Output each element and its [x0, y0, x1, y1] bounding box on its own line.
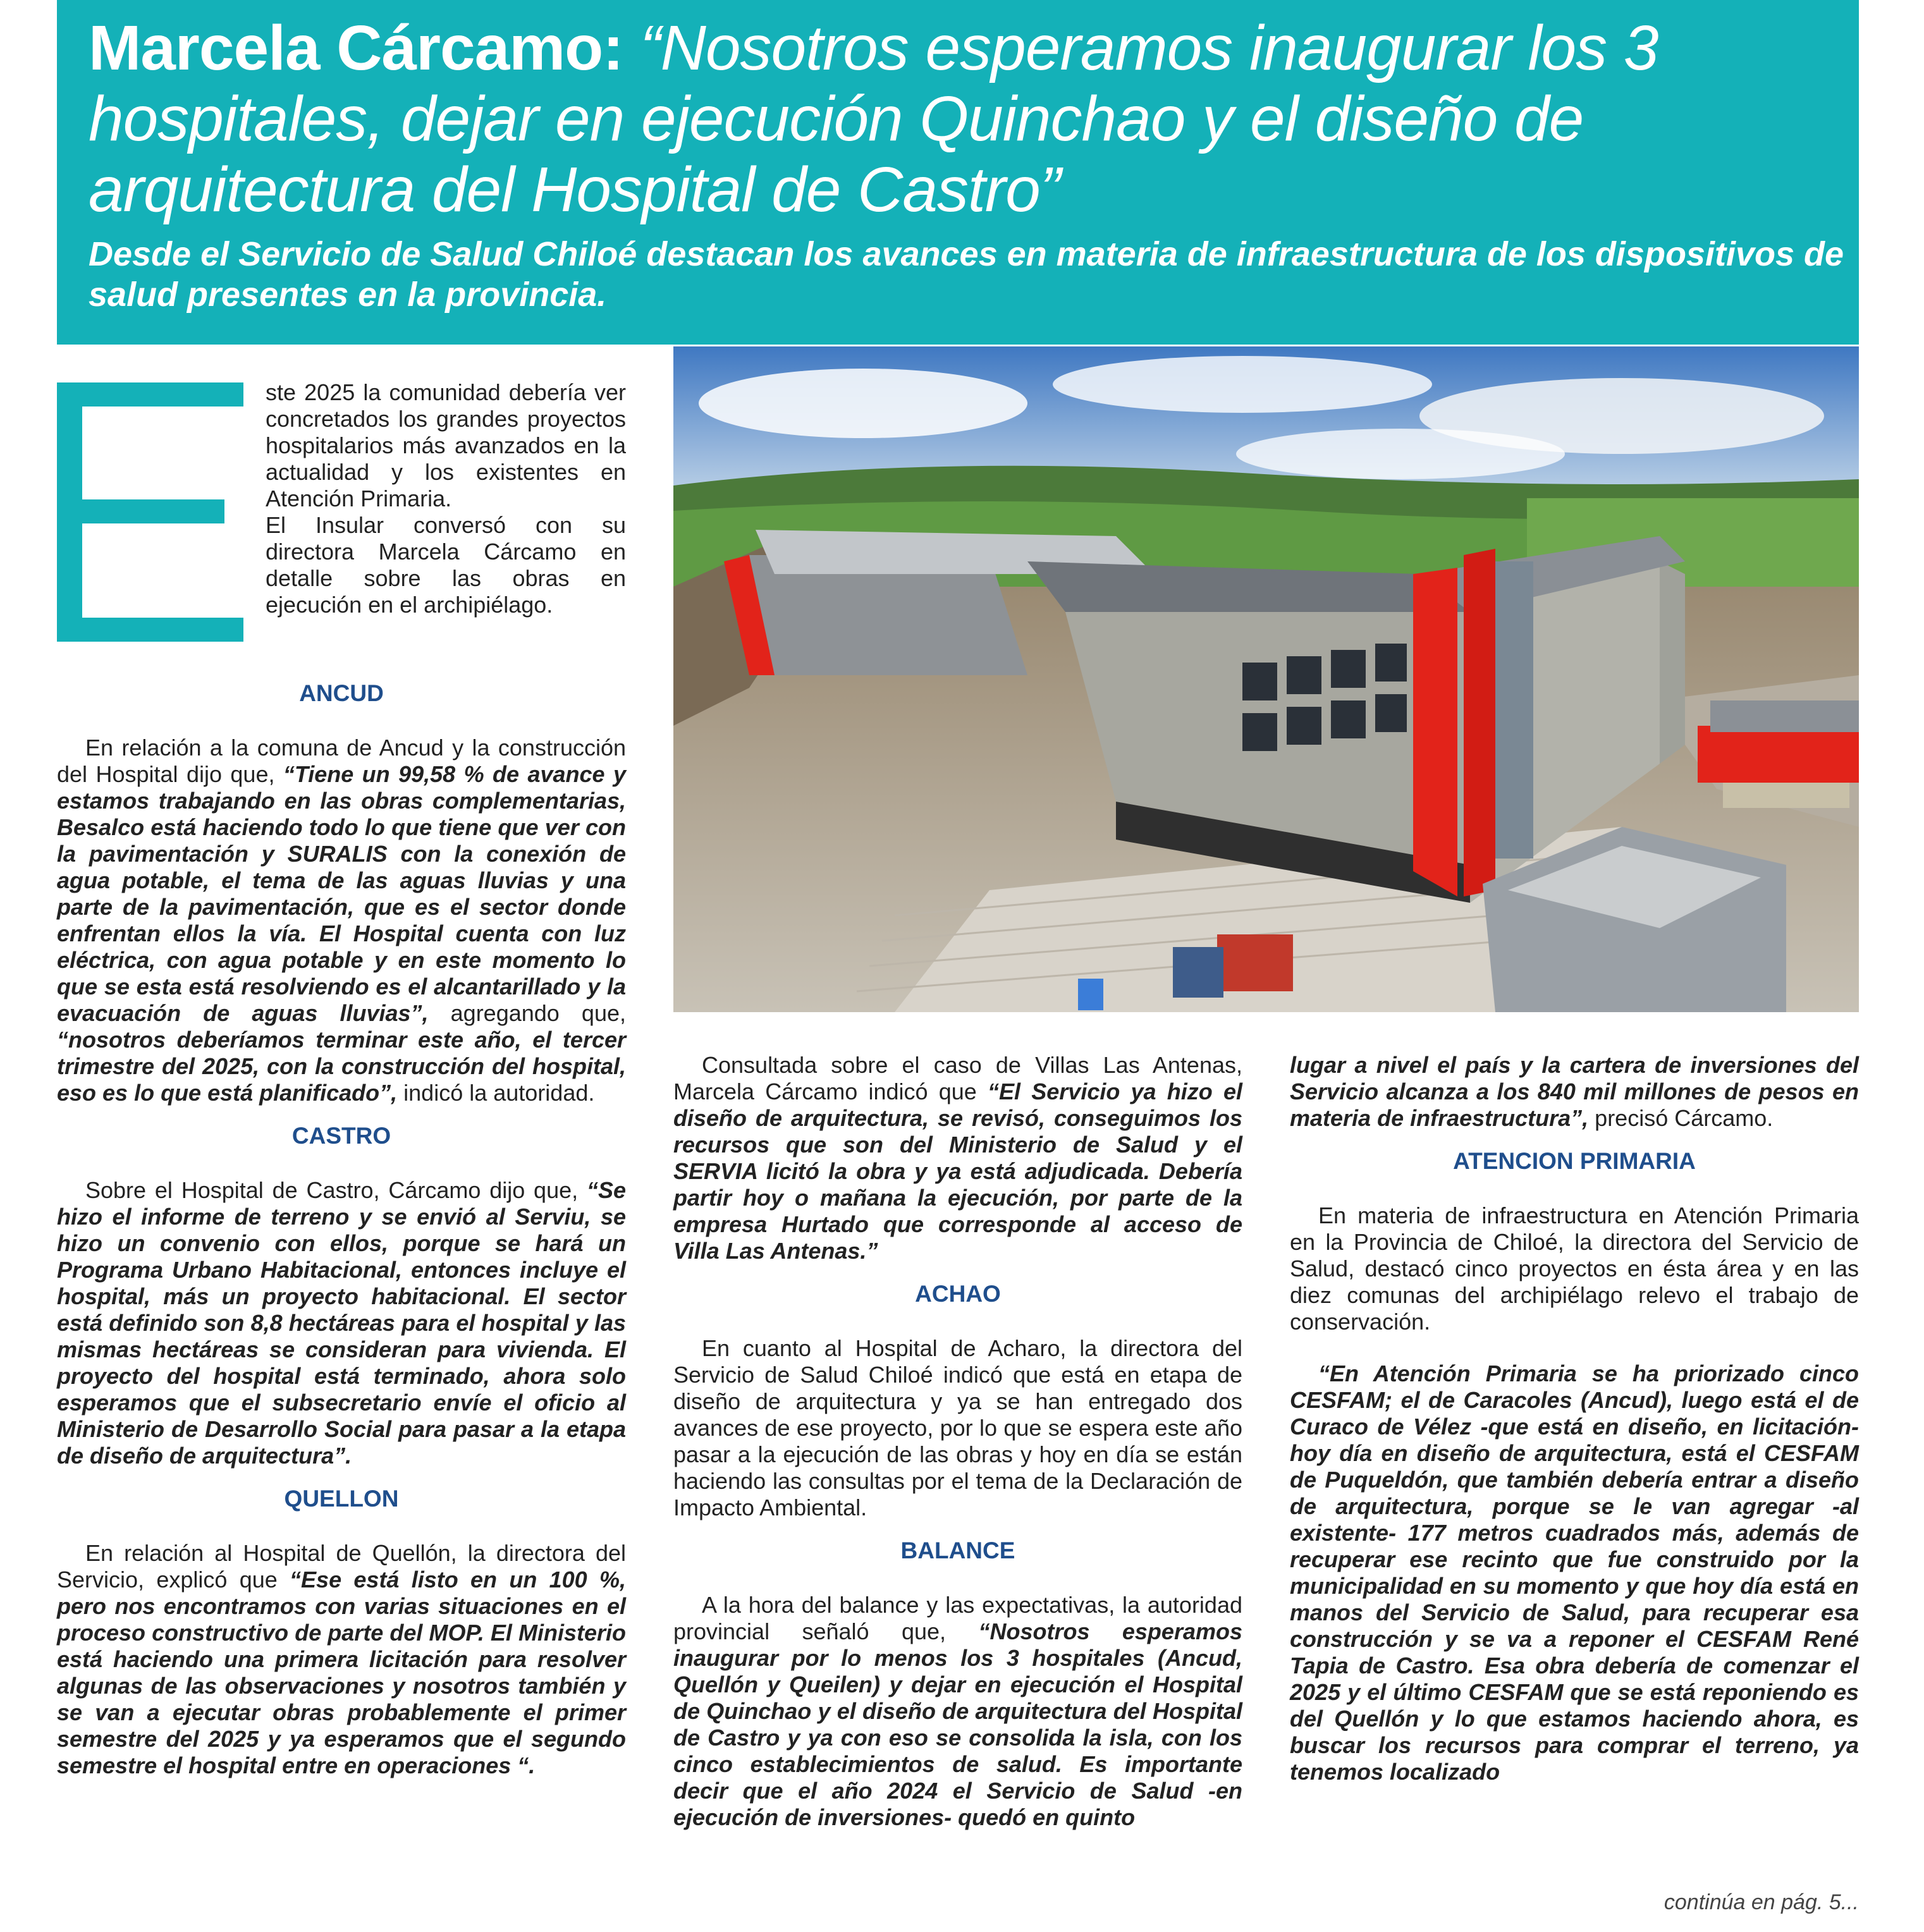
headline-name: Marcela Cárcamo: — [89, 13, 623, 83]
quote: “nosotros deberíamos terminar este año, el tercer trimestre del 2025, con la construcción del hospital, eso es lo que está planificado”, — [57, 1027, 626, 1106]
paragraph-villas — [673, 1052, 1242, 1264]
intro-paragraph-2: El Insular conversó con su directora Marcela Cárcamo en detalle sobre las obras en ejecución en el archipiélago. — [266, 512, 626, 618]
paragraph-quellon — [57, 1540, 626, 1779]
quote: “Tiene un 99,58 % de avance y estamos trabajando en las obras complementarias, Besalco está haciendo todo lo que tiene que ver con la pavimentación y SURALIS con la conexión de agua potable, el tema de las aguas lluvias y una parte de la pavimentación, que es el sector donde enfrentan ellos la vía. El Hospital cuenta con luz eléctrica, con agua potable y en este momento lo que se esta está resolviendo es el alcantarillado y la evacuación de aguas lluvias”, — [57, 761, 626, 1026]
intro-text — [266, 379, 626, 618]
text: A la hora del balance y las expectativas, la autoridad provincial señaló que, — [673, 1592, 1242, 1644]
header-band — [57, 0, 1859, 345]
dropcap-letter — [57, 382, 247, 642]
continue-note: continúa en pág. 5... — [1664, 1890, 1859, 1914]
text: En relación al Hospital de Quellón, la directora del Servicio, explicó que — [57, 1540, 626, 1593]
text: Consultada sobre el caso de Villas Las Antenas, Marcela Cárcamo indicó que — [673, 1052, 1242, 1104]
paragraph-ancud — [57, 735, 626, 1106]
column-2 — [673, 1052, 1242, 1831]
quote: “Nosotros esperamos inaugurar por lo menos los 3 hospitales (Ancud, Quellón y Queilen) y dejar en ejecución el Hospital de Quinchao y el diseño de arquitectura del Hospital de Castro y ya con eso se consolida la isla, con los cinco establecimientos de salud. Es importante decir que el año 2024 el Servicio de Salud -en ejecución de inversiones- quedó en quinto — [673, 1618, 1242, 1830]
section-heading-quellon: QUELLON — [284, 1486, 399, 1512]
text: precisó Cárcamo. — [1588, 1105, 1774, 1131]
quote: “Ese está listo en un 100 %, pero nos encontramos con varias situaciones en el proceso constructivo de parte del MOP. El Ministerio está haciendo una primera licitación para resolver algunas de las observaciones y nosotros también y se van a ejecutar obras probablemente el primer semestre del 2025 y ya esperamos que el segundo semestre el hospital entre en operaciones “. — [57, 1567, 626, 1778]
column-1 — [57, 664, 626, 1779]
quote: lugar a nivel el país y la cartera de inversiones del Servicio alcanza a los 840 mil millones de pesos en materia de infraestructura”, — [1290, 1052, 1859, 1131]
section-heading-ancud: ANCUD — [299, 680, 384, 706]
paragraph-balance — [673, 1592, 1242, 1831]
paragraph-balance-cont — [1290, 1052, 1859, 1132]
paragraph-castro — [57, 1177, 626, 1469]
text: En relación a la comuna de Ancud y la construcción del Hospital dijo que, — [57, 735, 626, 787]
quote: “El Servicio ya hizo el diseño de arquitectura, se revisó, conseguimos los recursos que son del Ministerio de Salud y el SERVIA licitó la obra y ya está adjudicada. Debería partir hoy o mañana la ejecución, por parte de la empresa Hurtado que corresponde al acceso de Villa Las Antenas.” — [673, 1079, 1242, 1264]
hospital-aerial-photo — [673, 346, 1859, 1012]
paragraph-atencion: En materia de infraestructura en Atención Primaria en la Provincia de Chiloé, la directora del Servicio de Salud, destacó cinco proyectos en ésta área y en las diez comunas del archipiélago relevo el trabajo de conservación. — [1290, 1202, 1859, 1335]
section-heading-castro: CASTRO — [291, 1123, 391, 1149]
text: Sobre el Hospital de Castro, Cárcamo dijo que, — [85, 1177, 587, 1203]
text: agregando que, — [428, 1000, 626, 1026]
quote: “En Atención Primaria se ha priorizado cinco CESFAM; el de Caracoles (Ancud), luego está el de Curaco de Vélez -que está en diseño, en licitación- hoy día en diseño de arquitectura, está el CESFAM de Puqueldón, que también debería entrar a diseño de arquitectura, porque se le van agregar -al existente- 177 metros cuadrados más, además de recuperar ese recinto que fue construido por la municipalidad en su momento y que hoy día está en manos del Servicio de Salud, para recuperar esa construcción y se va a reponer el CESFAM René Tapia de Castro. Esa obra debería de comenzar el 2025 y el último CESFAM que se está reponiendo es del Quellón y lo que estamos haciendo ahora, es buscar los recursos para comprar el terreno, ya tenemos localizado — [1290, 1360, 1859, 1785]
text: indicó la autoridad. — [397, 1080, 595, 1106]
paragraph-atencion-quote — [1290, 1360, 1859, 1785]
headline — [89, 13, 1846, 225]
paragraph-achao: En cuanto al Hospital de Acharo, la directora del Servicio de Salud Chiloé indicó que está en etapa de diseño de arquitectura y ya se han entregado dos avances de ese proyecto, por lo que se espera este año pasar a la ejecución de las obras y hoy en día se están haciendo las consultas por el tema de la Declaración de Impacto Ambiental. — [673, 1335, 1242, 1520]
section-heading-achao: ACHAO — [915, 1281, 1001, 1307]
column-3 — [1290, 1052, 1859, 1785]
intro-paragraph-1: ste 2025 la comunidad debería ver concretados los grandes proyectos hospitalarios más avanzados en la actualidad y los existentes en Atención Primaria. — [266, 379, 626, 511]
headline-quote: “Nosotros esperamos inaugurar los 3 hospitales, dejar en ejecución Quinchao y el diseño de arquitectura del Hospital de Castro” — [89, 13, 1658, 225]
quote: “Se hizo el informe de terreno y se envió al Serviu, se hizo un convenio con ellos, porque se hará un Programa Urbano Habitacional, entonces incluye el hospital, más un proyecto habitacional. El sector está definido son 8,8 hectáreas para el hospital y las mismas hectáreas se consideran para vivienda. El proyecto del hospital está terminado, ahora solo esperamos que el subsecretario envíe el oficio al Ministerio de Desarrollo Social para pasar a la etapa de diseño de arquitectura”. — [57, 1177, 626, 1469]
section-heading-balance: BALANCE — [900, 1538, 1015, 1563]
subheadline: Desde el Servicio de Salud Chiloé destacan los avances en materia de infraestructura de los dispositivos de salud presentes en la provincia. — [89, 235, 1844, 314]
section-heading-atencion: ATENCION PRIMARIA — [1453, 1148, 1696, 1174]
